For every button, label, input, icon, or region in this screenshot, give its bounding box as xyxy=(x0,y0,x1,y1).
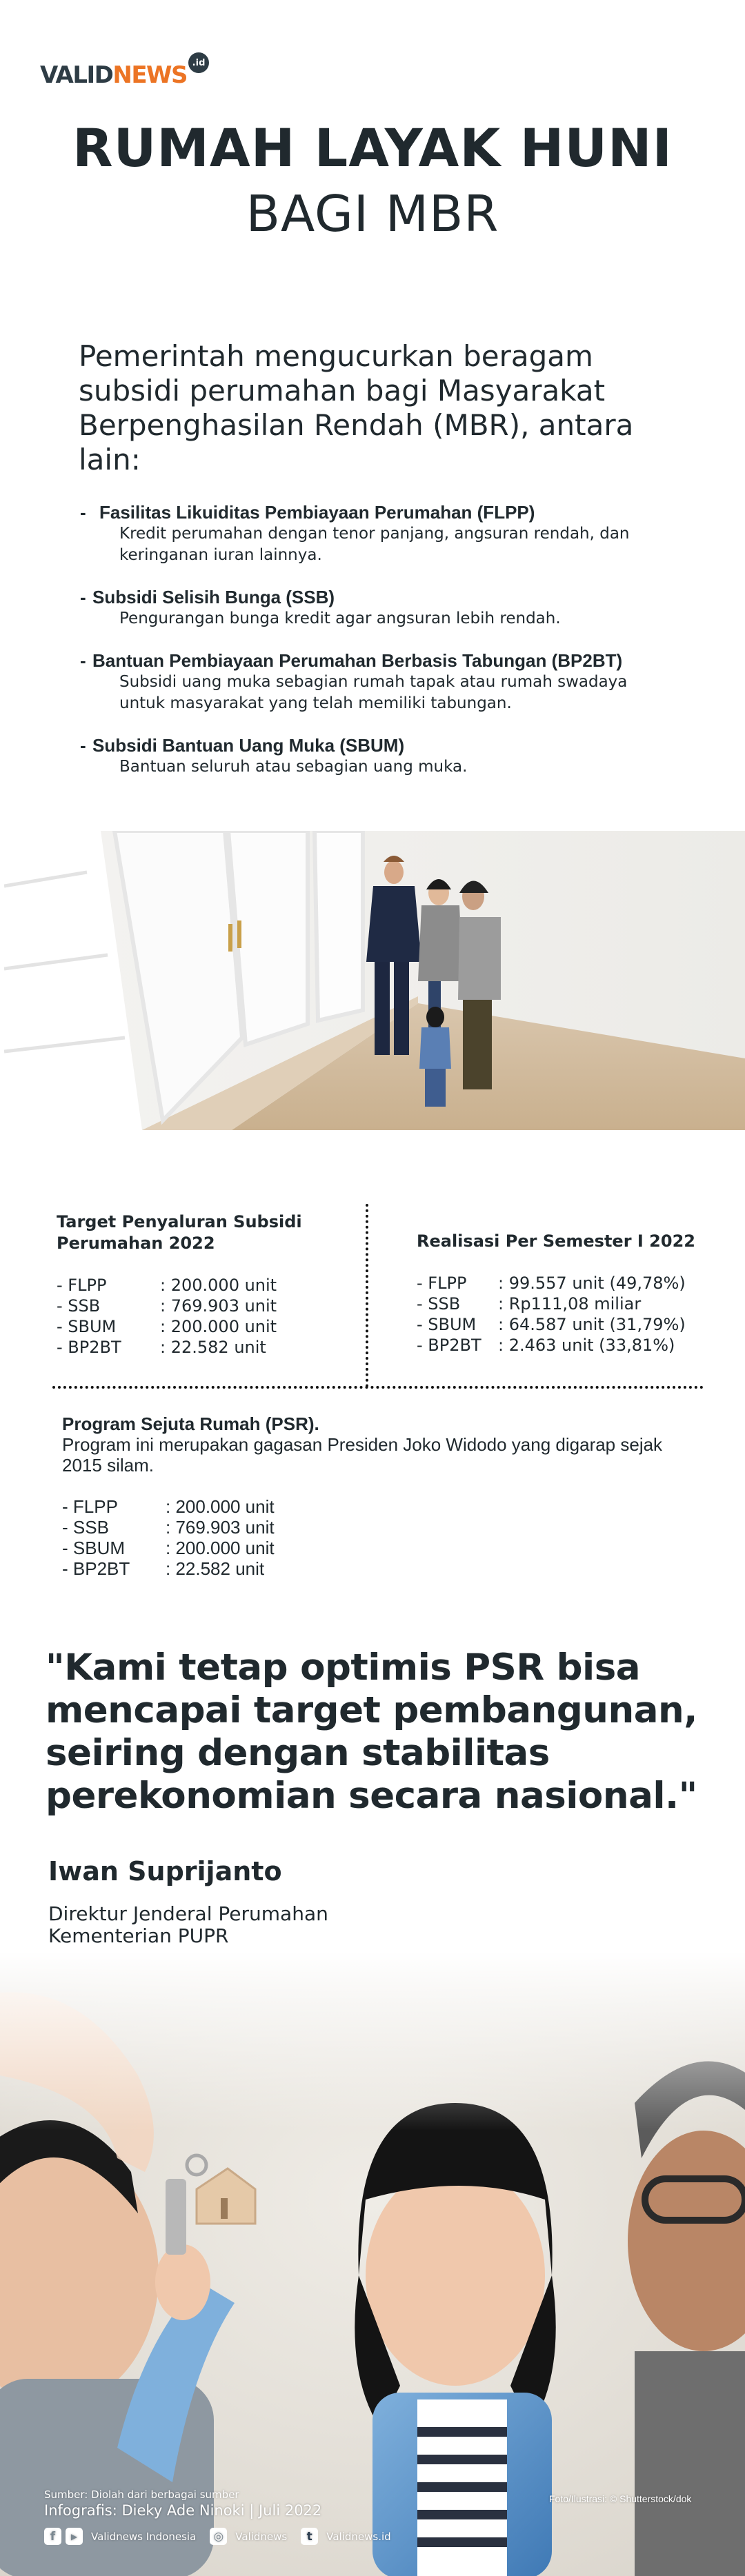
row-value: : 64.587 unit (31,79%) xyxy=(498,1315,686,1334)
psr-heading: Program Sejuta Rumah (PSR). xyxy=(62,1413,319,1434)
facebook-icon[interactable]: f xyxy=(44,2528,61,2545)
social-links xyxy=(44,2528,401,2545)
realization-list xyxy=(417,1273,720,1356)
subsidy-title: Fasilitas Likuiditas Pembiayaan Perumahan (FLPP) xyxy=(99,502,535,523)
row-value: : 22.582 unit xyxy=(160,1338,266,1357)
quote-author-name: Iwan Suprijanto xyxy=(48,1856,282,1886)
row-value: : 769.903 unit xyxy=(160,1296,277,1316)
psr-row xyxy=(62,1496,683,1517)
psr-row xyxy=(62,1517,683,1538)
row-label: - SSB xyxy=(62,1517,109,1538)
pull-quote: "Kami tetap optimis PSR bisa mencapai target pembangunan, seiring dengan stabilitas perekonomian secara nasional." xyxy=(46,1647,697,1817)
subsidy-description: Pengurangan bunga kredit agar angsuran lebih rendah. xyxy=(119,610,561,627)
social-label-validnews-id[interactable]: Validnews.id xyxy=(326,2530,391,2543)
row-value: : 200.000 unit xyxy=(166,1538,275,1558)
realization-row xyxy=(417,1273,720,1294)
row-value: : Rp111,08 miliar xyxy=(498,1294,642,1314)
photo-top-fade xyxy=(0,1951,745,2131)
realization-row xyxy=(417,1294,720,1314)
quote-author-role xyxy=(48,1903,328,1947)
page-title: RUMAH LAYAK HUNI xyxy=(72,117,673,179)
author-credit: Infografis: Dieky Ade Ninoki | Juli 2022 xyxy=(44,2502,322,2519)
photo-family-keys xyxy=(0,1951,745,2576)
psr-list xyxy=(62,1496,683,1579)
twitter-icon[interactable]: t xyxy=(301,2528,318,2545)
subsidy-title: Subsidi Selisih Bunga (SSB) xyxy=(92,587,335,607)
subsidy-item-sbum xyxy=(80,735,673,778)
subsidy-title: Subsidi Bantuan Uang Muka (SBUM) xyxy=(92,735,405,756)
subsidy-description: Subsidi uang muka sebagian rumah tapak atau rumah swadaya untuk masyarakat yang telah memiliki tabungan. xyxy=(119,673,628,712)
subsidy-item-flpp xyxy=(80,502,673,566)
subsidy-title: Bantuan Pembiayaan Perumahan Berbasis Tabungan (BP2BT) xyxy=(92,650,623,671)
realization-stats xyxy=(417,1231,720,1356)
realization-heading: Realisasi Per Semester I 2022 xyxy=(417,1231,695,1251)
psr-section xyxy=(62,1413,683,1579)
social-label-validnews[interactable]: Validnews xyxy=(235,2530,288,2543)
photo-realtor-family xyxy=(4,831,745,1130)
target-row xyxy=(57,1296,360,1316)
bullet-dash: - xyxy=(80,735,86,756)
target-row xyxy=(57,1337,360,1358)
target-list xyxy=(57,1275,360,1358)
row-label: - FLPP xyxy=(57,1276,107,1295)
subsidy-description: Bantuan seluruh atau sebagian uang muka. xyxy=(119,758,468,776)
footer-credits xyxy=(44,2488,401,2545)
youtube-icon[interactable]: ▶ xyxy=(66,2528,83,2545)
intro-paragraph: Pemerintah mengucurkan beragam subsidi perumahan bagi Masyarakat Berpenghasilan Rendah (MBR), antara lain: xyxy=(79,339,634,476)
row-label: - BP2BT xyxy=(417,1336,481,1355)
row-value: : 2.463 unit (33,81%) xyxy=(498,1336,675,1355)
subsidy-list xyxy=(80,502,673,798)
instagram-icon[interactable]: ◎ xyxy=(210,2528,227,2545)
role-line: Direktur Jenderal Perumahan xyxy=(48,1902,328,1925)
logo-badge-id: .id xyxy=(188,52,209,73)
row-value: : 22.582 unit xyxy=(166,1558,265,1579)
subsidy-item-ssb xyxy=(80,587,673,630)
photo-credit: Foto/Ilustrasi: © Shutterstock/dok xyxy=(549,2493,692,2504)
psr-description: Program ini merupakan gagasan Presiden Joko Widodo yang digarap sejak 2015 silam. xyxy=(62,1434,663,1476)
row-label: - SSB xyxy=(417,1294,461,1314)
subsidy-description: Kredit perumahan dengan tenor panjang, angsuran rendah, dan keringanan iuran lainnya. xyxy=(119,525,630,564)
row-label: - SSB xyxy=(57,1296,101,1316)
row-label: - SBUM xyxy=(417,1315,477,1334)
realization-row xyxy=(417,1335,720,1356)
role-line: Kementerian PUPR xyxy=(48,1924,229,1947)
target-row xyxy=(57,1316,360,1337)
row-label: - BP2BT xyxy=(62,1558,130,1579)
psr-row xyxy=(62,1558,683,1579)
social-label-validnews-indonesia[interactable]: Validnews Indonesia xyxy=(91,2530,197,2543)
row-value: : 200.000 unit xyxy=(166,1496,275,1517)
row-value: : 200.000 unit xyxy=(160,1276,277,1295)
dotted-divider-vertical xyxy=(366,1204,368,1387)
subsidy-item-bp2bt xyxy=(80,650,673,714)
bullet-dash: - xyxy=(80,650,86,671)
target-stats xyxy=(57,1211,360,1358)
bullet-dash: - xyxy=(80,502,86,523)
photo-illustration xyxy=(4,831,745,1130)
row-value: : 200.000 unit xyxy=(160,1317,277,1336)
bullet-dash: - xyxy=(80,587,86,607)
row-label: - FLPP xyxy=(417,1274,467,1293)
logo-text-valid: VALID xyxy=(40,61,113,89)
row-value: : 769.903 unit xyxy=(166,1517,275,1538)
row-label: - FLPP xyxy=(62,1496,118,1517)
row-value: : 99.557 unit (49,78%) xyxy=(498,1274,686,1293)
dotted-divider-horizontal xyxy=(52,1386,704,1389)
row-label: - SBUM xyxy=(57,1317,117,1336)
row-label: - BP2BT xyxy=(57,1338,121,1357)
logo-text-news: NEWS xyxy=(112,61,188,89)
source-credit: Sumber: Diolah dari berbagai sumber xyxy=(44,2488,239,2501)
target-row xyxy=(57,1275,360,1296)
page-subtitle: BAGI MBR xyxy=(246,185,499,243)
target-heading: Target Penyaluran Subsidi Perumahan 2022 xyxy=(57,1212,302,1253)
validnews-logo[interactable] xyxy=(40,48,209,87)
psr-row xyxy=(62,1538,683,1558)
row-label: - SBUM xyxy=(62,1538,125,1558)
realization-row xyxy=(417,1314,720,1335)
